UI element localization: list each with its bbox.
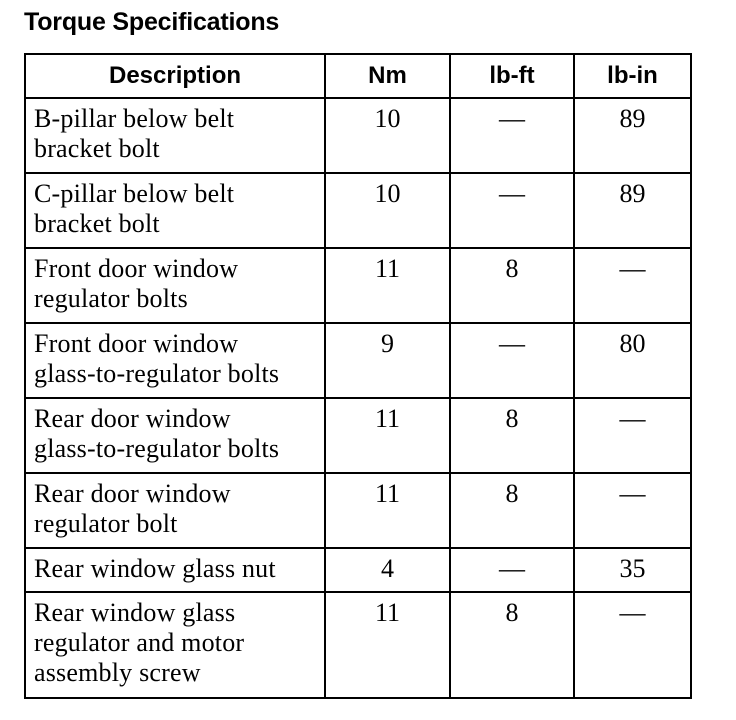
cell-lb-ft: — xyxy=(450,323,574,398)
column-header-nm: Nm xyxy=(325,54,450,98)
cell-nm: 9 xyxy=(325,323,450,398)
column-header-lb-in: lb-in xyxy=(574,54,691,98)
table-row xyxy=(25,548,691,592)
cell-description xyxy=(25,592,325,698)
cell-nm: 11 xyxy=(325,473,450,548)
torque-specifications-table xyxy=(24,53,692,699)
cell-lb-ft: — xyxy=(450,98,574,173)
cell-lb-in: — xyxy=(574,592,691,698)
cell-description xyxy=(25,98,325,173)
cell-lb-in: — xyxy=(574,473,691,548)
cell-lb-ft: — xyxy=(450,173,574,248)
cell-lb-in: 35 xyxy=(574,548,691,592)
cell-description xyxy=(25,173,325,248)
cell-lb-in: — xyxy=(574,248,691,323)
table-row xyxy=(25,473,691,548)
description-text: Rear door window glass-to-regulator bolts xyxy=(34,404,280,463)
cell-lb-in: 89 xyxy=(574,173,691,248)
table-header-row xyxy=(25,54,691,98)
cell-lb-in: — xyxy=(574,398,691,473)
cell-nm: 11 xyxy=(325,592,450,698)
cell-nm: 10 xyxy=(325,173,450,248)
table-row xyxy=(25,173,691,248)
description-text: B-pillar below belt bracket bolt xyxy=(34,104,235,163)
cell-description xyxy=(25,548,325,592)
table-row xyxy=(25,592,691,698)
cell-description xyxy=(25,398,325,473)
description-text: Rear window glass nut xyxy=(34,554,276,583)
table-row xyxy=(25,323,691,398)
description-text: C-pillar below belt bracket bolt xyxy=(34,179,235,238)
cell-nm: 4 xyxy=(325,548,450,592)
cell-description xyxy=(25,323,325,398)
cell-lb-ft: 8 xyxy=(450,473,574,548)
page-title: Torque Specifications xyxy=(24,8,280,36)
cell-description xyxy=(25,473,325,548)
table-row xyxy=(25,248,691,323)
cell-nm: 11 xyxy=(325,398,450,473)
cell-nm: 11 xyxy=(325,248,450,323)
description-text: Front door window glass-to-regulator bolts xyxy=(34,329,280,388)
description-text: Front door window regulator bolts xyxy=(34,254,239,313)
table-row xyxy=(25,98,691,173)
cell-lb-ft: — xyxy=(450,548,574,592)
cell-description xyxy=(25,248,325,323)
cell-lb-ft: 8 xyxy=(450,592,574,698)
description-text: Rear door window regulator bolt xyxy=(34,479,231,538)
column-header-description: Description xyxy=(25,54,325,98)
description-text: Rear window glass regulator and motor assembly screw xyxy=(34,598,245,687)
column-header-lb-ft: lb-ft xyxy=(450,54,574,98)
cell-lb-in: 80 xyxy=(574,323,691,398)
cell-lb-ft: 8 xyxy=(450,398,574,473)
cell-nm: 10 xyxy=(325,98,450,173)
cell-lb-in: 89 xyxy=(574,98,691,173)
table-row xyxy=(25,398,691,473)
cell-lb-ft: 8 xyxy=(450,248,574,323)
